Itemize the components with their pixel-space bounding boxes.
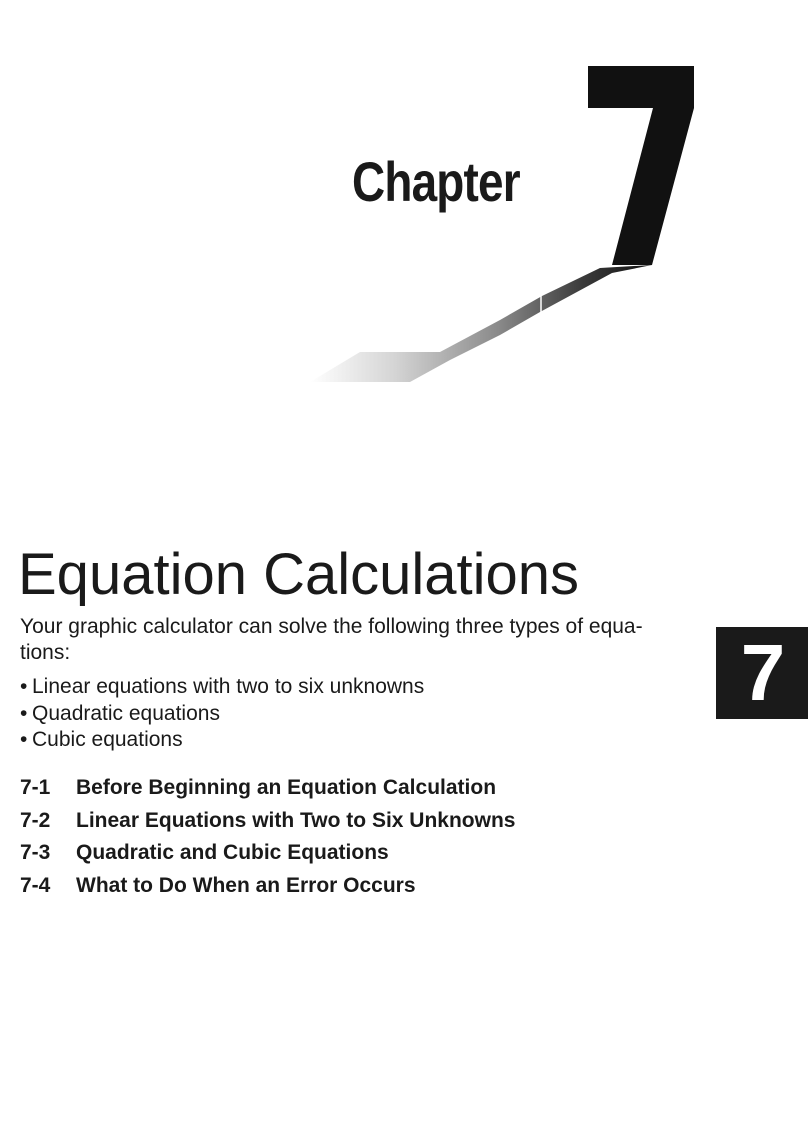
chapter-tab-badge: 7 xyxy=(716,627,808,719)
toc-item-7-2[interactable] xyxy=(20,807,515,840)
swoosh-ribbon xyxy=(310,265,652,382)
bullet-icon: • xyxy=(20,701,28,725)
toc-number: 7-1 xyxy=(20,776,51,799)
toc-label: Linear Equations with Two to Six Unknowns xyxy=(76,808,516,832)
toc-label: What to Do When an Error Occurs xyxy=(76,873,416,897)
toc-item-7-3[interactable] xyxy=(20,839,515,872)
chapter-label: Chapter xyxy=(352,150,520,213)
equation-types-list xyxy=(20,674,424,754)
toc-item-7-4[interactable] xyxy=(20,872,515,905)
list-item: • Cubic equations xyxy=(20,727,424,754)
section-contents xyxy=(20,774,515,904)
list-item: • Linear equations with two to six unknowns xyxy=(20,674,424,701)
toc-number: 7-2 xyxy=(20,808,51,832)
toc-label: Quadratic and Cubic Equations xyxy=(76,841,389,864)
toc-label: Before Beginning an Equation Calculation xyxy=(76,776,497,799)
chapter-seven-swoosh-icon xyxy=(300,60,720,390)
toc-item-7-1[interactable] xyxy=(20,774,515,807)
toc-number: 7-4 xyxy=(20,873,51,897)
bullet-icon: • xyxy=(20,728,28,751)
page-title: Equation Calculations xyxy=(18,542,580,607)
bullet-icon: • xyxy=(20,675,28,698)
list-item: • Quadratic equations xyxy=(20,701,424,728)
numeral-seven-shape xyxy=(588,66,694,265)
toc-number: 7-3 xyxy=(20,841,51,864)
intro-paragraph: Your graphic calculator can solve the following three types of equa-tions: xyxy=(20,615,643,664)
